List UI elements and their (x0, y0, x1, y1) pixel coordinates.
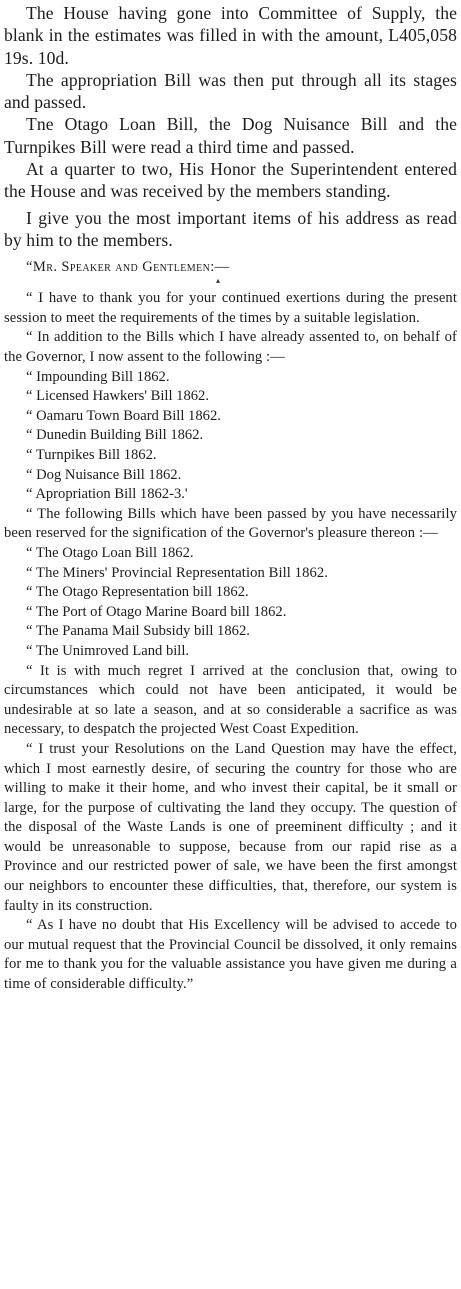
speech-paragraph: “ I trust your Resolutions on the Land Question may have the effect, which I most earnestly desire, of securing the country for those who are willing to make it their home, and who invest their capital, be it small or large, for the purpose of cultivating the land they occupy. The question of the disposal of the Waste Lands is one of preeminent difficulty ; and it would be unreasonable to suppose, because from our rapid rise as a Province and our restricted power of sale, we have been the first amongst our neighbors to encounter these difficulties, that, therefore, our system is faulty in its construction. (4, 740, 457, 914)
assented-bill-item: “ Oamaru Town Board Bill 1862. (26, 407, 221, 424)
reserved-bill-item: “ The Otago Representation bill 1862. (26, 584, 249, 601)
speech-paragraph: “ It is with much regret I arrived at the conclusion that, owing to circumstances which could not have been anticipated, it would be undesirable at so late a season, and at so considerable a sacrifice as was necessary, to despatch the projected West Coast Expedition. (4, 662, 457, 738)
reserved-bill-item: “ The Otago Loan Bill 1862. (26, 544, 194, 561)
reserved-bill-item: “ The Panama Mail Subsidy bill 1862. (26, 623, 250, 640)
newspaper-column (4, 2, 457, 995)
assented-bill-item: “ Turnpikes Bill 1862. (26, 447, 157, 464)
speech-paragraph: “ I have to thank you for your continued exertions during the present session to meet the requirements of the times by a suitable legislation. (4, 290, 457, 326)
assented-bill-item: “ Impounding Bill 1862. (26, 368, 170, 385)
printing-mark: ▴ (216, 276, 221, 286)
speech-paragraph: “ The following Bills which have been passed by you have necessarily been reserved for the signification of the Governor's pleasure thereon :— (4, 505, 457, 542)
speech-salutation (4, 257, 457, 286)
intro-paragraph: At a quarter to two, His Honor the Superintendent entered the House and was received by the members standing. (4, 159, 457, 202)
intro-paragraph: I give you the most important items of his address as read by him to the members. (4, 207, 457, 250)
speech-paragraph: “ In addition to the Bills which I have already assented to, on behalf of the Governor, I now assent to the following :— (4, 329, 457, 366)
assented-bill-item: “ Apropriation Bill 1862-3.' (26, 486, 188, 503)
reserved-bill-item: “ The Port of Otago Marine Board bill 1862. (26, 603, 287, 620)
assented-bill-item: “ Licensed Hawkers' Bill 1862. (26, 388, 209, 405)
intro-paragraph: Tne Otago Loan Bill, the Dog Nuisance Bill and the Turnpikes Bill were read a third time and passed. (4, 114, 457, 157)
assented-bill-item: “ Dog Nuisance Bill 1862. (26, 466, 182, 483)
speech-paragraph: “ As I have no doubt that His Excellency will be advised to accede to our mutual request that the Provincial Council be dissolved, it only remains for me to thank you for the valuable assistance you have given me during a time of considerable difficulty.” (4, 917, 457, 993)
salutation-text: “Mr. Speaker and Gentlemen:— (26, 259, 230, 276)
intro-paragraph: The House having gone into Committee of Supply, the blank in the estimates was filled in with the amount, L405,058 19s. 10d. (4, 3, 457, 68)
speech-paragraph: “ The Miners' Provincial Representation Bill 1862. (26, 564, 329, 581)
assented-bill-item: “ Dunedin Building Bill 1862. (26, 427, 204, 444)
intro-paragraph: The appropriation Bill was then put through all its stages and passed. (4, 69, 457, 113)
reserved-bill-item: “ The Unimroved Land bill. (26, 642, 190, 659)
